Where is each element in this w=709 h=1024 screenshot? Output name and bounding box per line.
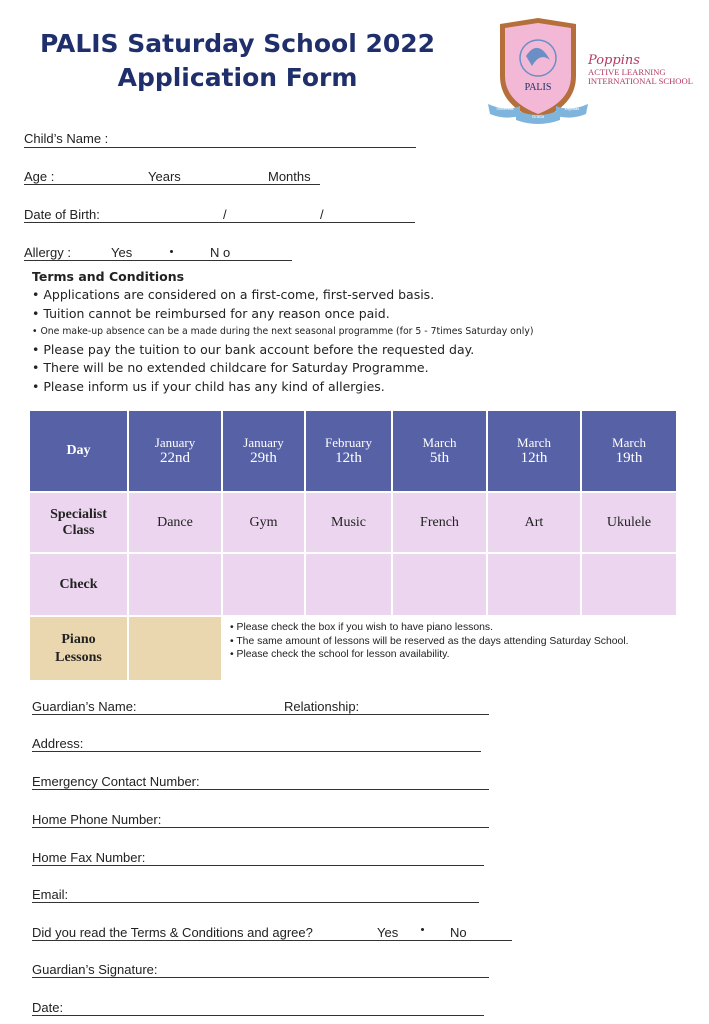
- dob-separator: /: [223, 207, 227, 222]
- date-header: March 5th: [393, 411, 486, 491]
- piano-notes: [230, 621, 660, 662]
- dob-separator: /: [320, 207, 324, 222]
- date-header: February 12th: [306, 411, 391, 491]
- agree-field[interactable]: [32, 940, 512, 941]
- class-cell: French: [393, 493, 486, 552]
- dob-label: Date of Birth:: [24, 207, 100, 222]
- date-label: Date:: [32, 1000, 64, 1015]
- address-field[interactable]: [32, 751, 481, 752]
- guardian-name-field[interactable]: [32, 714, 489, 715]
- child-name-field[interactable]: [24, 147, 416, 148]
- check-box[interactable]: [306, 554, 391, 615]
- piano-note: • The same amount of lessons will be reserved as the days attending Saturday School.: [230, 635, 629, 647]
- piano-lessons-label: Piano Lessons: [30, 617, 127, 680]
- allergy-no-option[interactable]: N o: [210, 245, 231, 260]
- form-subtitle: Application Form: [117, 63, 358, 92]
- class-cell: Music: [306, 493, 391, 552]
- terms-section: [32, 268, 533, 396]
- dob-field[interactable]: [24, 222, 415, 223]
- date-header: January 29th: [223, 411, 304, 491]
- check-label: Check: [30, 554, 127, 615]
- day-header: Day: [30, 411, 127, 491]
- check-box[interactable]: [129, 554, 221, 615]
- allergy-label: Allergy :: [24, 245, 71, 260]
- date-field[interactable]: [32, 1015, 484, 1016]
- class-cell: Dance: [129, 493, 221, 552]
- terms-item: • Please pay the tuition to our bank account before the requested day.: [32, 342, 475, 358]
- form-title: PALIS Saturday School 2022: [39, 29, 436, 58]
- ribbon-center: Gratia: [531, 114, 545, 119]
- allergy-field[interactable]: [24, 260, 292, 261]
- table-row: [30, 493, 676, 552]
- email-label: Email:: [32, 887, 69, 902]
- crest-text: PALIS: [524, 82, 552, 93]
- class-cell: Art: [488, 493, 580, 552]
- brand-line1: ACTIVE LEARNING: [588, 67, 666, 77]
- class-cell: Gym: [223, 493, 304, 552]
- check-box[interactable]: [582, 554, 676, 615]
- terms-item: • One make-up absence can be a made during the next seasonal programme (for 5 - 7times Saturday only): [32, 325, 534, 337]
- terms-item: • Applications are considered on a first-come, first-served basis.: [32, 287, 435, 303]
- check-box[interactable]: [223, 554, 304, 615]
- guardian-name-label: Guardian’s Name:: [32, 699, 137, 714]
- years-label: Years: [148, 169, 181, 184]
- signature-field[interactable]: [32, 977, 489, 978]
- class-cell: Ukulele: [582, 493, 676, 552]
- terms-item: • Tuition cannot be reimbursed for any reason once paid.: [32, 305, 390, 321]
- ribbon-right: Dignitas: [564, 106, 580, 111]
- age-label: Age :: [24, 169, 55, 184]
- emergency-field[interactable]: [32, 789, 489, 790]
- terms-item: • There will be no extended childcare for Saturday Programme.: [32, 360, 429, 376]
- agree-yes-option[interactable]: Yes: [377, 925, 399, 940]
- check-box[interactable]: [488, 554, 580, 615]
- piano-note: • Please check the school for lesson availability.: [230, 649, 450, 661]
- terms-heading: Terms and Conditions: [32, 269, 185, 284]
- age-field[interactable]: [24, 184, 320, 185]
- months-label: Months: [268, 169, 311, 184]
- home-phone-label: Home Phone Number:: [32, 812, 162, 827]
- table-row: [30, 411, 676, 491]
- date-header: January 22nd: [129, 411, 221, 491]
- child-name-label: Child’s Name :: [24, 131, 109, 146]
- relationship-label: Relationship:: [284, 699, 360, 714]
- separator-dot-icon: [421, 928, 424, 931]
- check-box[interactable]: [393, 554, 486, 615]
- date-header: March 12th: [488, 411, 580, 491]
- school-crest-icon: [486, 16, 590, 128]
- email-field[interactable]: [32, 902, 479, 903]
- allergy-yes-option[interactable]: Yes: [111, 245, 133, 260]
- home-phone-field[interactable]: [32, 827, 489, 828]
- brand-block: [588, 53, 693, 86]
- date-header: March 19th: [582, 411, 676, 491]
- piano-check-box[interactable]: [129, 617, 221, 680]
- agree-no-option[interactable]: No: [450, 925, 467, 940]
- terms-item: • Please inform us if your child has any kind of allergies.: [32, 378, 385, 394]
- home-fax-field[interactable]: [32, 865, 484, 866]
- emergency-label: Emergency Contact Number:: [32, 774, 200, 789]
- address-label: Address:: [32, 736, 84, 751]
- home-fax-label: Home Fax Number:: [32, 850, 146, 865]
- separator-dot-icon: [170, 250, 173, 253]
- ribbon-left: Sincerilas: [496, 106, 514, 111]
- brand-line2: INTERNATIONAL SCHOOL: [588, 76, 693, 86]
- brand-name: Poppins: [588, 53, 640, 68]
- specialist-class-label: Specialist Class: [30, 493, 127, 552]
- piano-note: • Please check the box if you wish to have piano lessons.: [230, 622, 493, 633]
- agree-label: Did you read the Terms & Conditions and agree?: [32, 925, 313, 940]
- table-row: [30, 554, 676, 615]
- signature-label: Guardian’s Signature:: [32, 962, 158, 977]
